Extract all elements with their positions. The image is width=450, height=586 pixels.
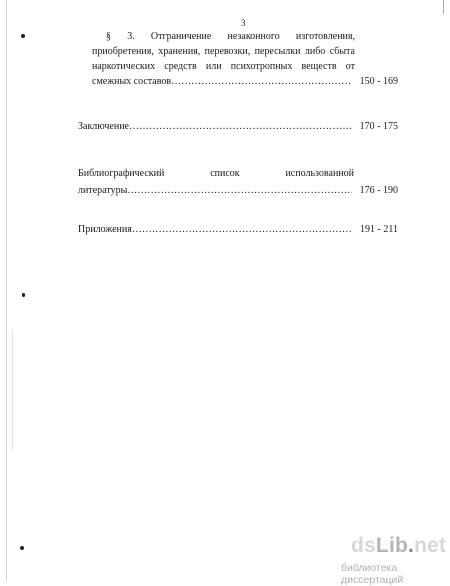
toc-entry-title: Приложения [78, 224, 132, 235]
toc-entry-title: литературы [78, 185, 128, 196]
scan-dot-bottom [20, 546, 24, 550]
toc-entry-appendices [78, 222, 398, 237]
toc-page-range: 191 - 211 [360, 224, 398, 235]
toc-page-range: 150 - 169 [359, 76, 398, 87]
scan-dot-top [21, 34, 25, 38]
toc-entry-section-3 [92, 29, 398, 89]
dslib-tagline: библиотека диссертаций [341, 562, 404, 586]
toc-leader-dots [127, 183, 351, 198]
toc-entry-title: смежных составов [92, 76, 172, 87]
toc-entry-title: Заключение [78, 121, 129, 132]
toc-entry-line: наркотических средств или психотропных веществ от [92, 61, 355, 72]
toc-entry-bibliography [78, 166, 398, 198]
toc-page-range: 170 - 175 [359, 121, 398, 132]
left-margin-line-segment [12, 330, 13, 450]
toc-entry-conclusion [78, 119, 398, 134]
page-number: 3 [241, 18, 246, 28]
toc-leader-dots [171, 74, 352, 89]
toc-entry-last-line [92, 74, 398, 89]
dslib-logo: dsLib.net [351, 534, 447, 557]
toc-entry-line: приобретения, хранения, перевозки, пересылки либо сбыта [92, 46, 355, 57]
toc-entry-line: Библиографический список использованной [78, 168, 354, 179]
toc-entry-line: § 3. Отграничение незаконного изготовления, [106, 31, 355, 42]
right-edge-mark [443, 0, 444, 14]
toc-leader-dots [129, 119, 352, 134]
toc-leader-dots [132, 222, 352, 237]
toc-entry-last-line [78, 183, 398, 198]
scan-dot-middle [22, 293, 25, 297]
toc-page-range: 176 - 190 [359, 185, 398, 196]
dslib-watermark [338, 534, 450, 586]
left-margin-line [6, 0, 7, 582]
